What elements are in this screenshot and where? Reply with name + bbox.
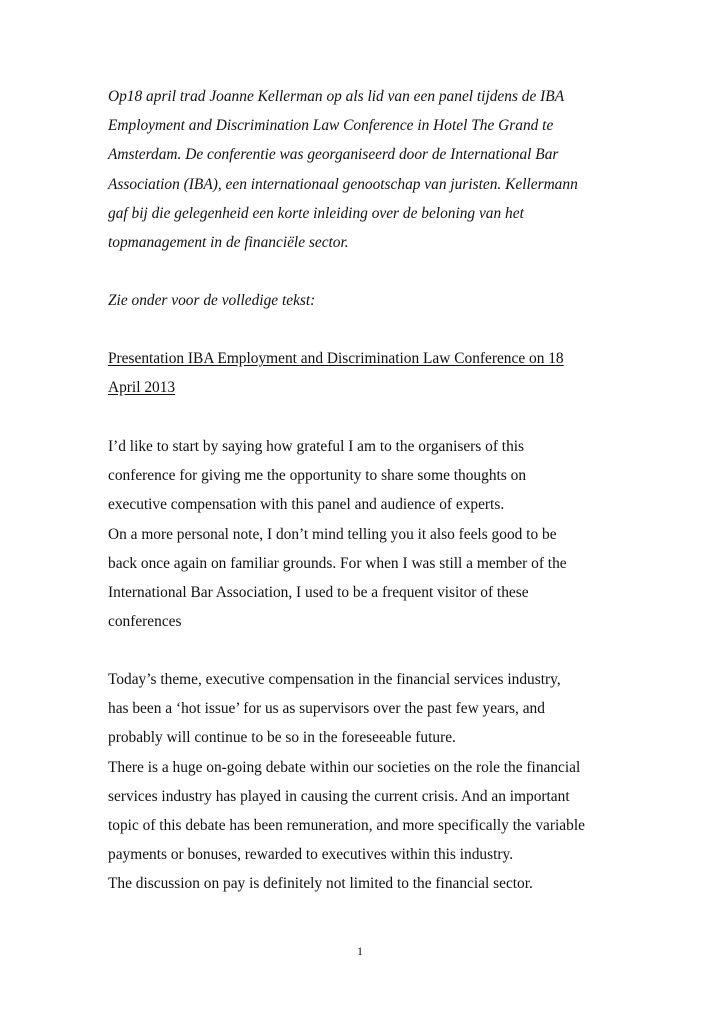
presentation-heading: [108, 344, 648, 402]
body-line: topic of this debate has been remuneration, and more specifically the variable: [108, 817, 585, 835]
body-line: executive compensation with this panel and audience of experts.: [108, 496, 505, 514]
body-paragraph-1: [108, 432, 648, 636]
body-line: There is a huge on-going debate within our societies on the role the financial: [108, 758, 581, 776]
body-line: back once again on familiar grounds. For when I was still a member of the: [108, 554, 567, 572]
body-line: International Bar Association, I used to be a frequent visitor of these: [108, 584, 529, 602]
body-line: conferences: [108, 613, 182, 631]
heading-line-text: Presentation IBA Employment and Discrimination Law Conference on 18: [108, 350, 564, 367]
body-line: services industry has played in causing the current crisis. And an important: [108, 787, 570, 805]
intro-line: gaf bij die gelegenheid een korte inleiding over de beloning van het: [108, 204, 524, 222]
intro-paragraph: [108, 82, 648, 257]
intro-line: Association (IBA), een internationaal genootschap van juristen. Kellermann: [108, 175, 578, 193]
body-line: On a more personal note, I don’t mind telling you it also feels good to be: [108, 525, 557, 543]
heading-line: [108, 344, 648, 373]
heading-line-text: April 2013: [108, 379, 176, 397]
intro-line: Employment and Discrimination Law Conference in Hotel The Grand te: [108, 117, 554, 135]
body-line: probably will continue to be so in the foreseeable future.: [108, 729, 456, 747]
see-below-text: Zie onder voor de volledige tekst:: [108, 292, 316, 309]
intro-line: Op18 april trad Joanne Kellerman op als lid van een panel tijdens de IBA: [108, 88, 565, 105]
body-line: has been a ‘hot issue’ for us as supervisors over the past few years, and: [108, 700, 545, 718]
body-line: conference for giving me the opportunity to share some thoughts on: [108, 467, 527, 485]
intro-line: topmanagement in de financiële sector.: [108, 234, 349, 252]
intro-line: Amsterdam. De conferentie was georganiseerd door de International Bar: [108, 146, 559, 164]
body-line: Today’s theme, executive compensation in the financial services industry,: [108, 671, 561, 688]
body-paragraph-2: [108, 665, 648, 899]
heading-line: [108, 373, 648, 402]
page-number: 1: [357, 944, 363, 958]
see-below-note: [108, 286, 648, 315]
body-line: I’d like to start by saying how grateful I am to the organisers of this: [108, 438, 525, 455]
body-line: payments or bonuses, rewarded to executives within this industry.: [108, 846, 514, 864]
body-line: The discussion on pay is definitely not limited to the financial sector.: [108, 875, 533, 893]
